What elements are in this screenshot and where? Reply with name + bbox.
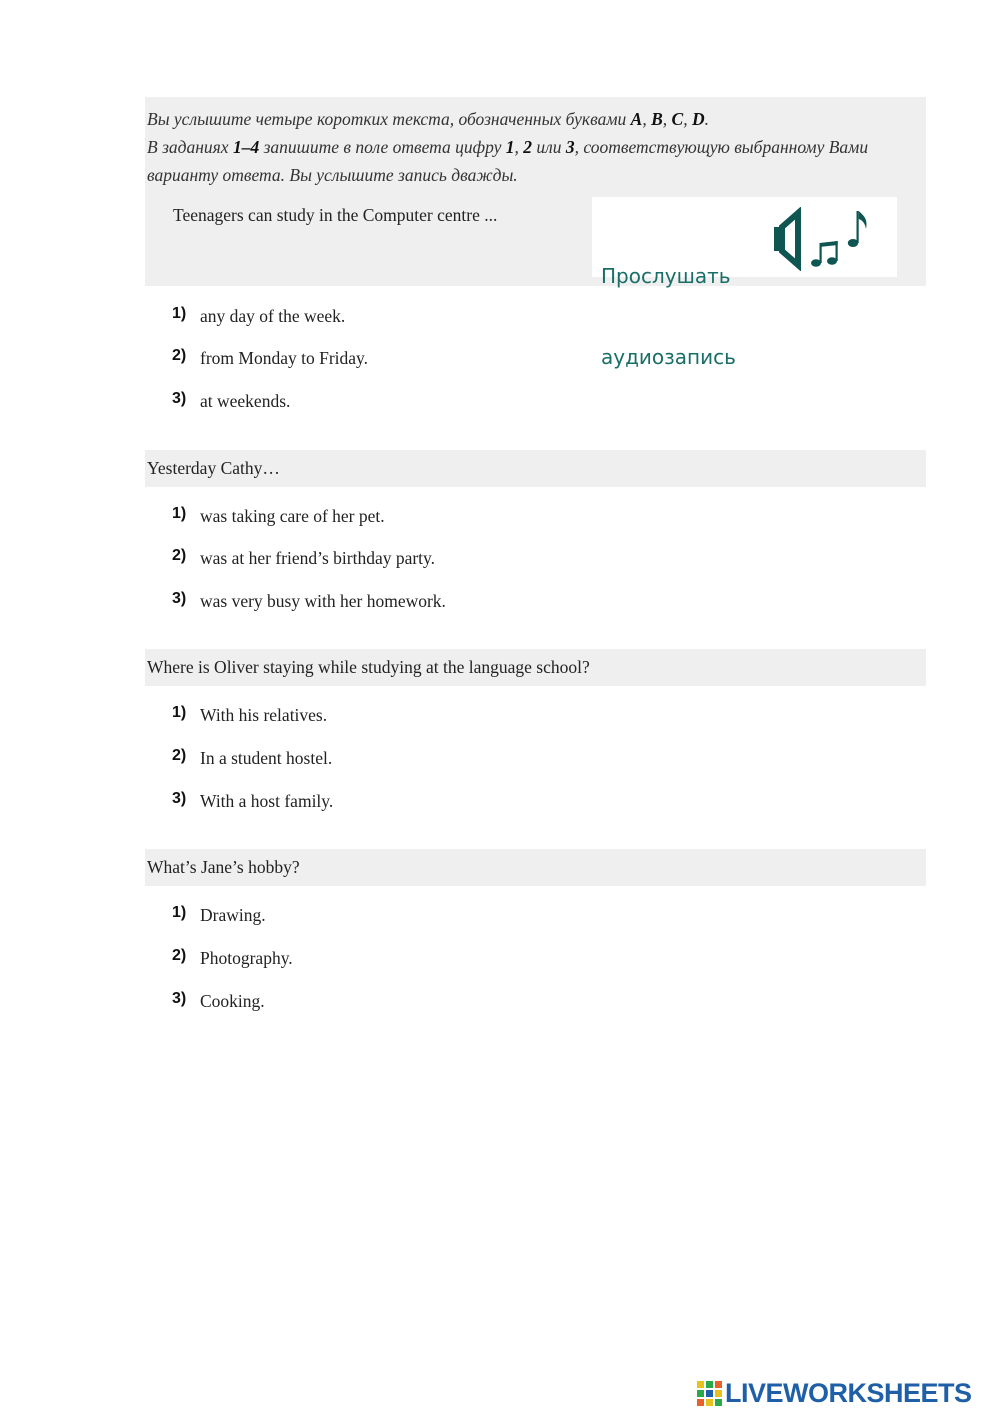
option-number: 3)	[172, 590, 187, 607]
option-text: With a host family.	[200, 791, 334, 811]
listen-audio-label: Прослушать аудиозапись	[601, 264, 736, 369]
question-3-bar	[145, 649, 926, 686]
question-2-prompt: Yesterday Cathy…	[147, 458, 280, 478]
option-number: 2)	[172, 347, 187, 364]
option-text: Photography.	[200, 948, 293, 968]
option-number: 1)	[172, 904, 187, 921]
option-text: was very busy with her homework.	[200, 591, 446, 611]
question-2-bar	[145, 450, 926, 487]
option-text: Cooking.	[200, 991, 265, 1011]
option-text: at weekends.	[200, 391, 291, 411]
option-number: 1)	[172, 505, 187, 522]
option-number: 2)	[172, 547, 187, 564]
listen-audio-button[interactable]	[592, 197, 897, 369]
option-text: any day of the week.	[200, 306, 346, 326]
option-number: 2)	[172, 747, 187, 764]
instructions-line-3: варианту ответа. Вы услышите запись дважды.	[147, 165, 518, 185]
option-number: 2)	[172, 947, 187, 964]
liveworksheets-logo-icon	[697, 1381, 723, 1407]
option-text: With his relatives.	[200, 705, 328, 725]
option-text: was at her friend’s birthday party.	[200, 548, 436, 568]
option-number: 3)	[172, 390, 187, 407]
question-4-prompt: What’s Jane’s hobby?	[147, 857, 300, 877]
liveworksheets-brand[interactable]	[697, 1378, 997, 1408]
question-4-bar	[145, 849, 926, 886]
option-text: from Monday to Friday.	[200, 348, 369, 368]
option-text: In a student hostel.	[200, 748, 333, 768]
brand-name: LIVEWORKSHEETS	[725, 1378, 972, 1408]
question-3-prompt: Where is Oliver staying while studying at the language school?	[147, 657, 590, 677]
question-1-prompt: Teenagers can study in the Computer centre ...	[173, 205, 498, 225]
instructions-line-2: В заданиях 1–4 запишите в поле ответа цифру 1, 2 или 3, соответствующую выбранному Вами	[147, 137, 869, 157]
instructions	[147, 105, 922, 189]
option-number: 1)	[172, 704, 187, 721]
option-text: Drawing.	[200, 905, 266, 925]
option-text: was taking care of her pet.	[200, 506, 385, 526]
speaker-music-icon	[772, 207, 887, 271]
option-number: 3)	[172, 990, 187, 1007]
option-number: 3)	[172, 790, 187, 807]
option-number: 1)	[172, 305, 187, 322]
instructions-line-1: Вы услышите четыре коротких текста, обозначенных буквами A, B, C, D.	[147, 109, 709, 129]
